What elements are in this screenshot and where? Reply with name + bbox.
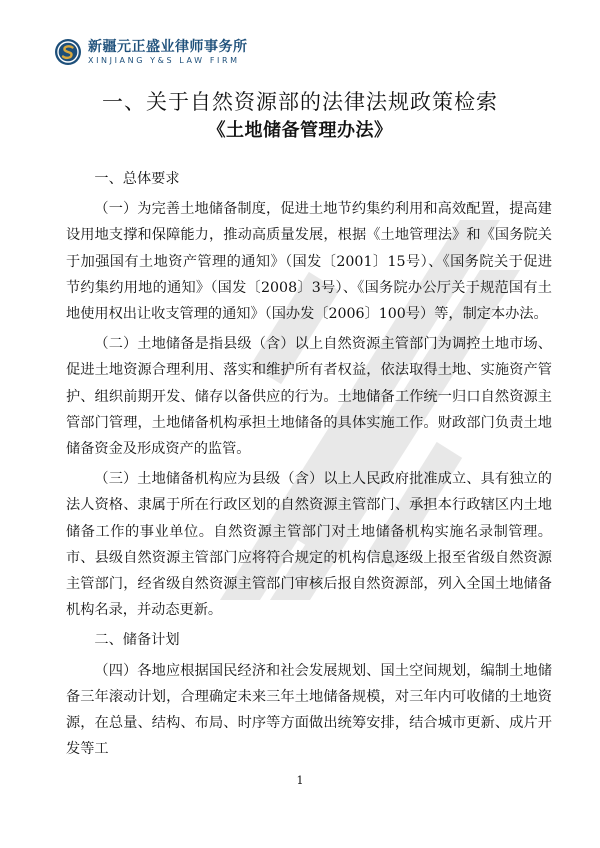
paragraph-1: （一）为完善土地储备制度，促进土地节约集约利用和高效配置，提高建设用地支撑和保障能力，推动高质量发展，根据《土地管理法》和《国务院关于加强国有土地资产管理的通知》（国发〔2001〕15号）、《国务院关于促进节约集约用地的通知》（国发〔2008〕3号）、《国务院办公厅关于规范国有土地使用权出让收支管理的通知》（国办发〔2006〕100号）等，制定本办法。: [66, 201, 552, 323]
page-title: 一、关于自然资源部的法律法规政策检索: [102, 90, 498, 114]
section-heading-plan: 二、储备计划: [94, 632, 180, 649]
paragraph-3: （三）土地储备机构应为县级（含）以上人民政府批准成立、具有独立的法人资格、隶属于所在行政区划的自然资源主管部门、承担本行政辖区内土地储备工作的事业单位。自然资源主管部门对土地储备机构实施名录制管理。市、县级自然资源主管部门应将符合规定的机构信息逐级上报至省级自然资源主管部门，经省级自然资源主管部门审核后报自然资源部，列入全国土地储备机构名录，并动态更新。: [66, 471, 552, 619]
firm-header: [54, 37, 248, 67]
section-heading-general: 一、总体要求: [94, 171, 180, 187]
document-body: [66, 163, 552, 766]
firm-name-en: XINJIANG Y&S LAW FIRM: [88, 55, 240, 65]
page-number: 1: [296, 774, 304, 787]
paragraph-4: （四）各地应根据国民经济和社会发展规划、国土空间规划，编制土地储备三年滚动计划，合理确定未来三年土地储备规模，对三年内可收储的土地资源，在总量、结构、布局、时序等方面做出统筹安排，结合城市更新、成片开发等工: [66, 662, 552, 758]
paragraph-2: （二）土地储备是指县级（含）以上自然资源主管部门为调控土地市场、促进土地资源合理利用、落实和维护所有者权益，依法取得土地、实施资产管护、组织前期开发、储存以备供应的行为。土地储备工作统一归口自然资源主管部门管理，土地储备机构承担土地储备的具体实施工作。财政部门负责土地储备资金及形成资产的监管。: [66, 336, 552, 458]
document-subtitle: 《土地储备管理办法》: [207, 120, 393, 141]
firm-name-cn: 新疆元正盛业律师事务所: [88, 38, 248, 55]
firm-logo-icon: [54, 38, 82, 66]
